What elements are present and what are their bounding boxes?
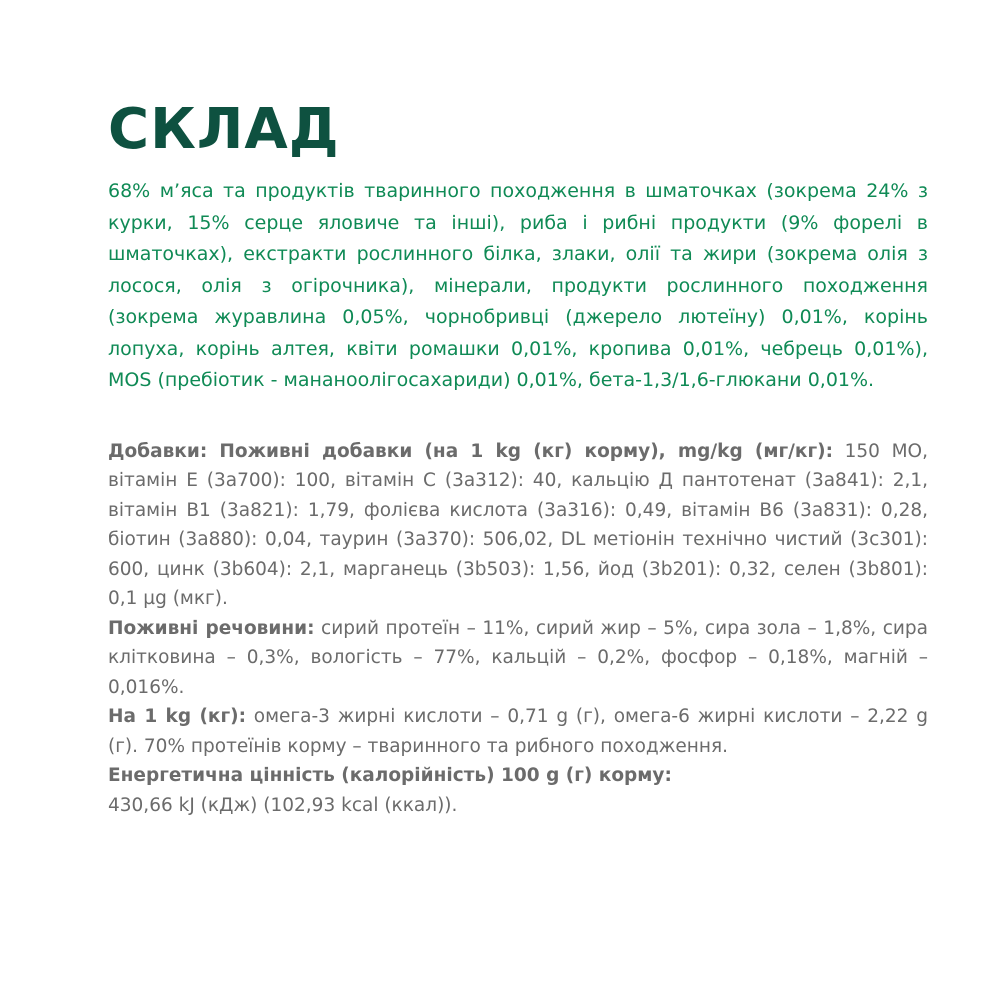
composition-text: 68% м’яса та продуктів тваринного походження в шматочках (зокрема 24% з курки, 15% серце яловиче та інші), риба і рибні продукти (9% форелі в шматочках), екстракти рослинного білка, злаки, олії та жири (зокрема олія з лосося, олія з огірочника), мінерали, продукти рослинного походження (зокрема журавлина 0,05%, чорнобривці (джерело лютеїну) 0,01%, корінь лопуха, корінь алтея, квіти ромашки 0,01%, кропива 0,01%, чебрець 0,01%), MOS (пребіотик - мананоолігосахариди) 0,01%, бета-1,3/1,6-глюкани 0,01%. bbox=[108, 180, 928, 391]
nutrients-label: Поживні речовини: bbox=[108, 617, 315, 639]
energy-label-line bbox=[108, 761, 928, 791]
additives-label: Добавки: Поживні добавки (на 1 kg (кг) корму), mg/kg (мг/кг): bbox=[108, 440, 833, 462]
nutrients-text: сирий протеїн – 11%, сирий жир – 5%, сира зола – 1,8%, сира клітковина – 0,3%, вологість – 77%, кальцій – 0,2%, фосфор – 0,18%, магній – 0,016%. bbox=[108, 617, 928, 698]
nutrients-paragraph bbox=[108, 614, 928, 703]
section-title: СКЛАД bbox=[108, 97, 340, 162]
energy-text: 430,66 kJ (кДж) (102,93 kcal (ккал)). bbox=[108, 794, 458, 816]
per-kg-label: На 1 kg (кг): bbox=[108, 706, 246, 727]
additives-text: 150 МО, вітамін Е (3а700): 100, вітамін С (3а312): 40, кальцію Д пантотенат (3а841): 2,1, вітамін В1 (3а821): 1,79, фолієва кислота (3а316): 0,49, вітамін В6 (3а831): 0,28, біотин (3а880): 0,04, таурин (3а370): 506,02, DL метіонін технічно чистий (3с301): 600, цинк (3b604): 2,1, марганець (3b503): 1,56, йод (3b201): 0,32, селен (3b801): 0,1 µg (мкг). bbox=[108, 440, 928, 609]
details-block bbox=[108, 437, 928, 821]
per-kg-text: омега-3 жирні кислоти – 0,71 g (г), омега-6 жирні кислоти – 2,22 g (г). 70% протеїнів корму – тваринного та рибного походження. bbox=[108, 706, 928, 757]
energy-label: Енергетична цінність (калорійність) 100 g (г) корму: bbox=[108, 765, 672, 786]
additives-paragraph bbox=[108, 437, 928, 614]
per-kg-paragraph bbox=[108, 702, 928, 761]
energy-value-line bbox=[108, 791, 928, 821]
